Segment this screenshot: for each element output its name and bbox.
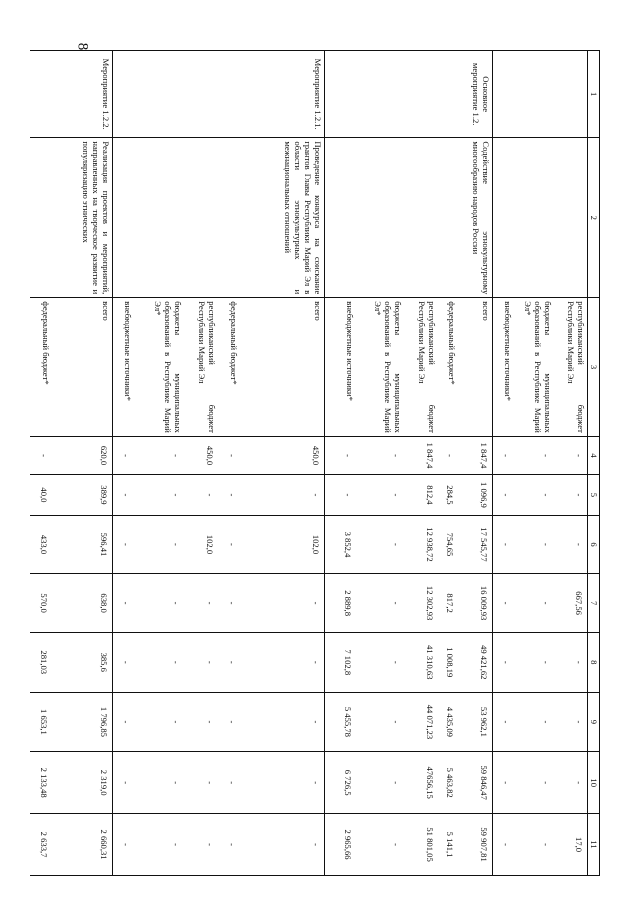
table-cell-col8: - (515, 632, 555, 692)
table-cell-col6: - (113, 515, 135, 574)
column-header: 7 (588, 574, 600, 633)
table-cell-col2: Содействие этнокультурному многообразию народов России (459, 138, 493, 298)
table-cell-col7: 2 889,8 (325, 574, 357, 633)
table-cell-col1 (219, 51, 241, 138)
table-cell-col3: федеральный бюджет* (31, 298, 53, 437)
table-cell-col2 (357, 138, 405, 298)
table-cell-col4: - (439, 436, 459, 474)
table-cell-col7: - (493, 574, 515, 633)
table-cell-col5: - (515, 475, 555, 516)
table-cell-col9: - (185, 692, 219, 752)
table-cell-col4: 450,0 (241, 436, 325, 474)
table-cell-col4: - (515, 436, 555, 474)
table-cell-col1 (515, 51, 555, 138)
table-cell-col10: 47656,15 (405, 752, 439, 814)
table-cell-col11: - (135, 814, 185, 876)
table-cell-col4: - (357, 436, 405, 474)
table-cell-col8: - (493, 632, 515, 692)
column-header: 5 (588, 475, 600, 516)
page-number: 8 (74, 42, 91, 51)
table-cell-col10: 2 319,0 (53, 752, 113, 814)
table-cell-col7: - (185, 574, 219, 633)
table-cell-col3: внебюджетные источники* (493, 298, 515, 437)
table-cell-col4: 620,0 (53, 436, 113, 474)
table-cell-col8: - (357, 632, 405, 692)
table-cell-col11: 17,0 (555, 814, 588, 876)
table-cell-col2 (113, 138, 135, 298)
table-cell-col5: 40,0 (31, 475, 53, 516)
table-cell-col8: - (113, 632, 135, 692)
table-cell-col10: - (515, 752, 555, 814)
table-row (493, 51, 515, 876)
table-cell-col1 (555, 51, 588, 138)
table-cell-col2 (325, 138, 357, 298)
table-cell-col3: всего (53, 298, 113, 437)
table-cell-col1: Основное мероприятие 1.2. (459, 51, 493, 138)
budget-table (31, 50, 601, 876)
table-cell-col3: федеральный бюджет* (219, 298, 241, 437)
table-cell-col6: 3 852,4 (325, 515, 357, 574)
table-cell-col8: 281,03 (31, 632, 53, 692)
table-cell-col7: - (113, 574, 135, 633)
table-cell-col1: Мероприятие 1.2.2. (53, 51, 113, 138)
table-row (405, 51, 439, 876)
table-row (459, 51, 493, 876)
table-cell-col2 (185, 138, 219, 298)
table-cell-col6: 754,65 (439, 515, 459, 574)
table-cell-col4: - (493, 436, 515, 474)
table-cell-col9: 44 071,23 (405, 692, 439, 752)
table-cell-col6: - (555, 515, 588, 574)
table-cell-col9: - (241, 692, 325, 752)
table-cell-col10: - (493, 752, 515, 814)
table-cell-col5: - (113, 475, 135, 516)
table-cell-col11: - (113, 814, 135, 876)
table-cell-col7: - (241, 574, 325, 633)
table-cell-col8: - (185, 632, 219, 692)
table-cell-col3: бюджеты муниципальных образований в Республике Марий Эл* (515, 298, 555, 437)
table-row (135, 51, 185, 876)
column-header: 4 (588, 436, 600, 474)
table-cell-col2 (555, 138, 588, 298)
table-cell-col10: - (357, 752, 405, 814)
table-cell-col7: 12 302,93 (405, 574, 439, 633)
table-cell-col7: 817,2 (439, 574, 459, 633)
table-row (439, 51, 459, 876)
table-cell-col1 (439, 51, 459, 138)
table-cell-col1 (357, 51, 405, 138)
table-cell-col5: - (185, 475, 219, 516)
table-cell-col6: - (515, 515, 555, 574)
table-cell-col10: 2 133,48 (31, 752, 53, 814)
table-cell-col9: 5 455,78 (325, 692, 357, 752)
table-cell-col2 (439, 138, 459, 298)
table-cell-col11: - (219, 814, 241, 876)
table-cell-col4: - (325, 436, 357, 474)
table-cell-col5: 812,4 (405, 475, 439, 516)
table-cell-col11: - (357, 814, 405, 876)
table-cell-col9: 53 962,1 (459, 692, 493, 752)
column-header: 6 (588, 515, 600, 574)
table-cell-col6: 12 938,72 (405, 515, 439, 574)
table-cell-col1 (31, 51, 53, 138)
table-cell-col11: - (515, 814, 555, 876)
table-cell-col5: - (325, 475, 357, 516)
table-cell-col1: Мероприятие 1.2.1. (241, 51, 325, 138)
table-cell-col4: - (113, 436, 135, 474)
table-cell-col3: внебюджетные источники* (113, 298, 135, 437)
table-cell-col5: - (241, 475, 325, 516)
table-cell-col7: 667,56 (555, 574, 588, 633)
table-cell-col4: - (555, 436, 588, 474)
table-cell-col1 (325, 51, 357, 138)
table-cell-col4: - (135, 436, 185, 474)
table-cell-col6: - (493, 515, 515, 574)
table-cell-col7: - (515, 574, 555, 633)
table-cell-col4: - (31, 436, 53, 474)
column-header: 9 (588, 692, 600, 752)
table-cell-col7: - (135, 574, 185, 633)
table-cell-col2: Проведение конкурса на соискание грантов Главы Республики Марий Эл в области этнокультурных и межнациональных отношений (241, 138, 325, 298)
table-cell-col1 (113, 51, 135, 138)
table-cell-col4: 1 847,4 (459, 436, 493, 474)
table-cell-col3: федеральный бюджет* (439, 298, 459, 437)
table-cell-col6: 596,41 (53, 515, 113, 574)
table-cell-col8: 49 421,62 (459, 632, 493, 692)
column-header: 2 (588, 138, 600, 298)
table-cell-col10: 5 463,82 (439, 752, 459, 814)
column-number-row (588, 51, 600, 876)
table-cell-col7: - (219, 574, 241, 633)
table-cell-col5: 1 096,9 (459, 475, 493, 516)
table-cell-col8: - (241, 632, 325, 692)
table-cell-col1 (135, 51, 185, 138)
table-cell-col11: - (185, 814, 219, 876)
table-cell-col9: - (493, 692, 515, 752)
table-row (185, 51, 219, 876)
table-row (241, 51, 325, 876)
table-cell-col11: 5 141,1 (439, 814, 459, 876)
table-cell-col9: - (515, 692, 555, 752)
table-cell-col9: 1 653,1 (31, 692, 53, 752)
table-cell-col6: - (357, 515, 405, 574)
table-cell-col11: 51 801,05 (405, 814, 439, 876)
table-cell-col4: 1 847,4 (405, 436, 439, 474)
table-cell-col8: - (135, 632, 185, 692)
table-cell-col11: - (493, 814, 515, 876)
table-cell-col7: 570,0 (31, 574, 53, 633)
table-cell-col4: 450,0 (185, 436, 219, 474)
column-header: 3 (588, 298, 600, 437)
table-cell-col3: республиканский бюджет Республики Марий Эл (555, 298, 588, 437)
table-cell-col8: 7 102,8 (325, 632, 357, 692)
table-cell-col3: всего (459, 298, 493, 437)
table-cell-col5: - (357, 475, 405, 516)
table-cell-col2 (135, 138, 185, 298)
table-row (515, 51, 555, 876)
table-cell-col10: 6 726,5 (325, 752, 357, 814)
table-cell-col10: - (219, 752, 241, 814)
table-cell-col11: 2 660,31 (53, 814, 113, 876)
table-cell-col3: республиканский бюджет Республики Марий Эл (405, 298, 439, 437)
table-cell-col5: - (135, 475, 185, 516)
table-cell-col9: - (135, 692, 185, 752)
table-cell-col3: республиканский бюджет Республики Марий Эл (185, 298, 219, 437)
table-cell-col5: - (555, 475, 588, 516)
table-cell-col6: 17 545,77 (459, 515, 493, 574)
table-cell-col7: - (357, 574, 405, 633)
table-cell-col11: 2 965,66 (325, 814, 357, 876)
table-cell-col9: - (357, 692, 405, 752)
table-cell-col10: 59 846,47 (459, 752, 493, 814)
column-header: 8 (588, 632, 600, 692)
table-row (113, 51, 135, 876)
table-cell-col2: Реализация проектов и мероприятий, направленных на творческое развитие и популяризацию этнических (53, 138, 113, 298)
table-cell-col5: 284,5 (439, 475, 459, 516)
table-cell-col6: 433,0 (31, 515, 53, 574)
table-cell-col8: - (555, 632, 588, 692)
table-cell-col2 (515, 138, 555, 298)
column-header: 1 (588, 51, 600, 138)
table-row (357, 51, 405, 876)
table-cell-col10: - (555, 752, 588, 814)
table-cell-col1 (493, 51, 515, 138)
table-cell-col2 (31, 138, 53, 298)
column-header: 11 (588, 814, 600, 876)
table-cell-col3: всего (241, 298, 325, 437)
table-cell-col11: 59 907,81 (459, 814, 493, 876)
table-cell-col7: 638,0 (53, 574, 113, 633)
table-cell-col6: - (219, 515, 241, 574)
table-cell-col3: внебюджетные источники* (325, 298, 357, 437)
table-cell-col4: - (219, 436, 241, 474)
table-cell-col9: 1 796,85 (53, 692, 113, 752)
table-cell-col8: 1 008,19 (439, 632, 459, 692)
table-cell-col6: 102,0 (241, 515, 325, 574)
table-cell-col1 (405, 51, 439, 138)
table-body (31, 51, 588, 876)
table-cell-col10: - (135, 752, 185, 814)
table-cell-col8: 385,6 (53, 632, 113, 692)
table-row (219, 51, 241, 876)
table-cell-col6: - (135, 515, 185, 574)
table-cell-col8: 41 310,63 (405, 632, 439, 692)
table-cell-col7: 16 009,93 (459, 574, 493, 633)
table-cell-col9: - (219, 692, 241, 752)
table-cell-col5: - (219, 475, 241, 516)
table-cell-col8: - (219, 632, 241, 692)
table-cell-col9: 4 435,09 (439, 692, 459, 752)
table-cell-col11: - (241, 814, 325, 876)
rotated-page-content (40, 50, 600, 880)
table-row (53, 51, 113, 876)
table-cell-col3: бюджеты муниципальных образований в Республике Марий Эл* (135, 298, 185, 437)
table-cell-col9: - (555, 692, 588, 752)
table-cell-col2 (219, 138, 241, 298)
table-row (325, 51, 357, 876)
table-cell-col10: - (113, 752, 135, 814)
column-header: 10 (588, 752, 600, 814)
table-cell-col6: 102,0 (185, 515, 219, 574)
table-cell-col10: - (241, 752, 325, 814)
table-cell-col9: - (113, 692, 135, 752)
table-cell-col1 (185, 51, 219, 138)
table-row (555, 51, 588, 876)
table-cell-col2 (493, 138, 515, 298)
table-cell-col11: 2 633,7 (31, 814, 53, 876)
table-cell-col5: 389,9 (53, 475, 113, 516)
table-cell-col5: - (493, 475, 515, 516)
table-cell-col2 (405, 138, 439, 298)
table-cell-col3: бюджеты муниципальных образований в Республике Марий Эл* (357, 298, 405, 437)
table-row (31, 51, 53, 876)
table-cell-col10: - (185, 752, 219, 814)
